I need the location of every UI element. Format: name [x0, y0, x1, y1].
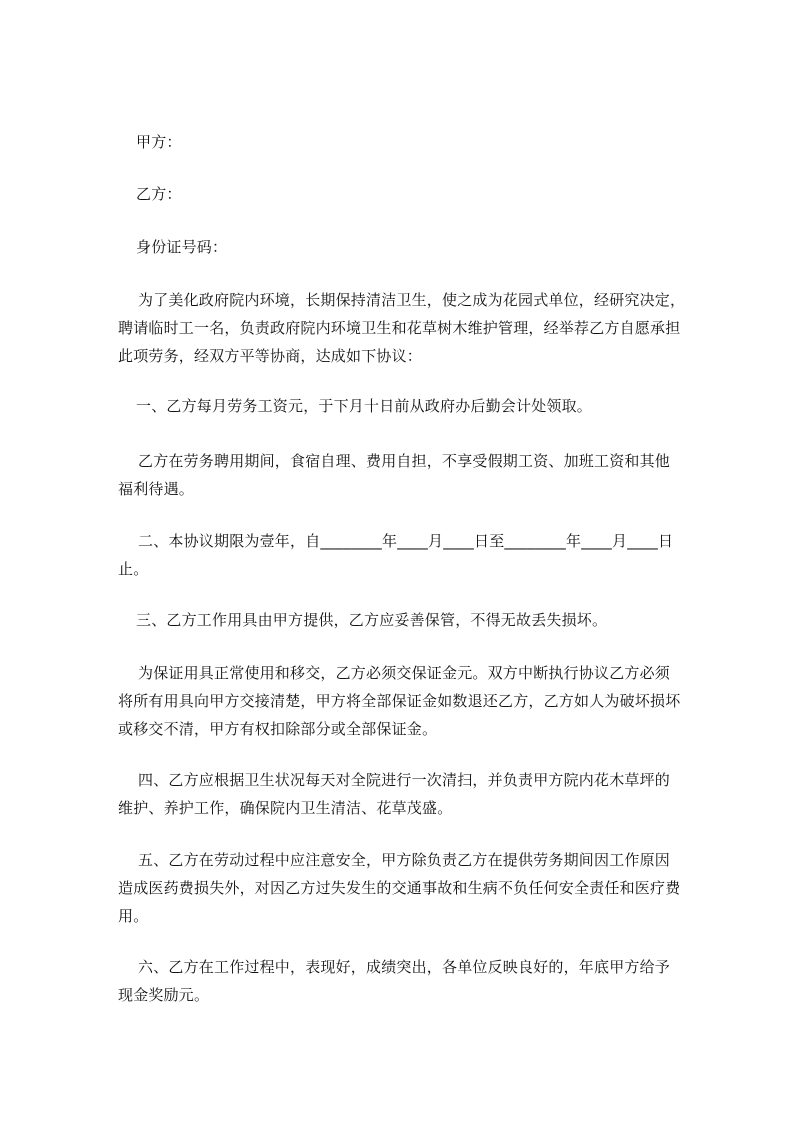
clause-3-note	[118, 659, 704, 743]
paragraph-line: 聘请临时工一名，负责政府院内环境卫生和花草树木维护管理，经举荐乙方自愿承担	[118, 319, 681, 337]
paragraph-line: 用。	[118, 907, 149, 925]
party-b-label: 乙方：	[136, 185, 182, 203]
clause-1	[118, 392, 704, 420]
id-number-label: 身份证号码：	[136, 238, 228, 256]
paragraph-line: 五、乙方在劳动过程中应注意安全，甲方除负责乙方在提供劳务期间因工作原因	[138, 851, 671, 869]
party-a-label: 甲方：	[136, 133, 182, 151]
paragraph-line: 将所有用具向甲方交接清楚，甲方将全部保证金如数退还乙方，乙方如人为破坏损坏	[118, 692, 681, 710]
clause-2	[118, 527, 704, 583]
paragraph-line: 二、本协议期限为壹年，自________年____月____日至________年____月____日	[138, 532, 674, 550]
paragraph-line: 三、乙方工作用具由甲方提供，乙方应妥善保管，不得无故丢失损坏。	[136, 611, 608, 629]
paragraph-line: 此项劳务，经双方平等协商，达成如下协议：	[118, 347, 423, 365]
paragraph-line: 为保证用具正常使用和移交，乙方必须交保证金元。双方中断执行协议乙方必须	[138, 664, 671, 682]
party-a-line	[118, 128, 704, 156]
intro-paragraph	[118, 286, 704, 370]
paragraph-line: 六、乙方在工作过程中，表现好，成绩突出，各单位反映良好的，年底甲方给予	[138, 958, 671, 976]
clause-4	[118, 766, 704, 822]
paragraph-line: 为了美化政府院内环境，长期保持清洁卫生，使之成为花园式单位，经研究决定，	[138, 291, 686, 309]
party-b-line	[118, 180, 704, 208]
id-number-line	[118, 233, 704, 261]
clause-1-note	[118, 447, 704, 503]
paragraph-line: 一、乙方每月劳务工资元，于下月十日前从政府办后勤会计处领取。	[136, 397, 593, 415]
paragraph-line: 福利待遇。	[118, 480, 195, 498]
clause-5	[118, 846, 704, 930]
paragraph-line: 或移交不清，甲方有权扣除部分或全部保证金。	[118, 720, 438, 738]
paragraph-line: 现金奖励元。	[118, 986, 210, 1004]
paragraph-line: 止。	[118, 560, 149, 578]
paragraph-line: 四、乙方应根据卫生状况每天对全院进行一次清扫，并负责甲方院内花木草坪的	[138, 771, 671, 789]
paragraph-line: 乙方在劳务聘用期间，食宿自理、费用自担，不享受假期工资、加班工资和其他	[138, 452, 671, 470]
clause-3	[118, 606, 704, 634]
paragraph-line: 造成医药费损失外，对因乙方过失发生的交通事故和生病不负任何安全责任和医疗费	[118, 879, 681, 897]
clause-6	[118, 953, 704, 1009]
paragraph-line: 维护、养护工作，确保院内卫生清洁、花草茂盛。	[118, 799, 453, 817]
